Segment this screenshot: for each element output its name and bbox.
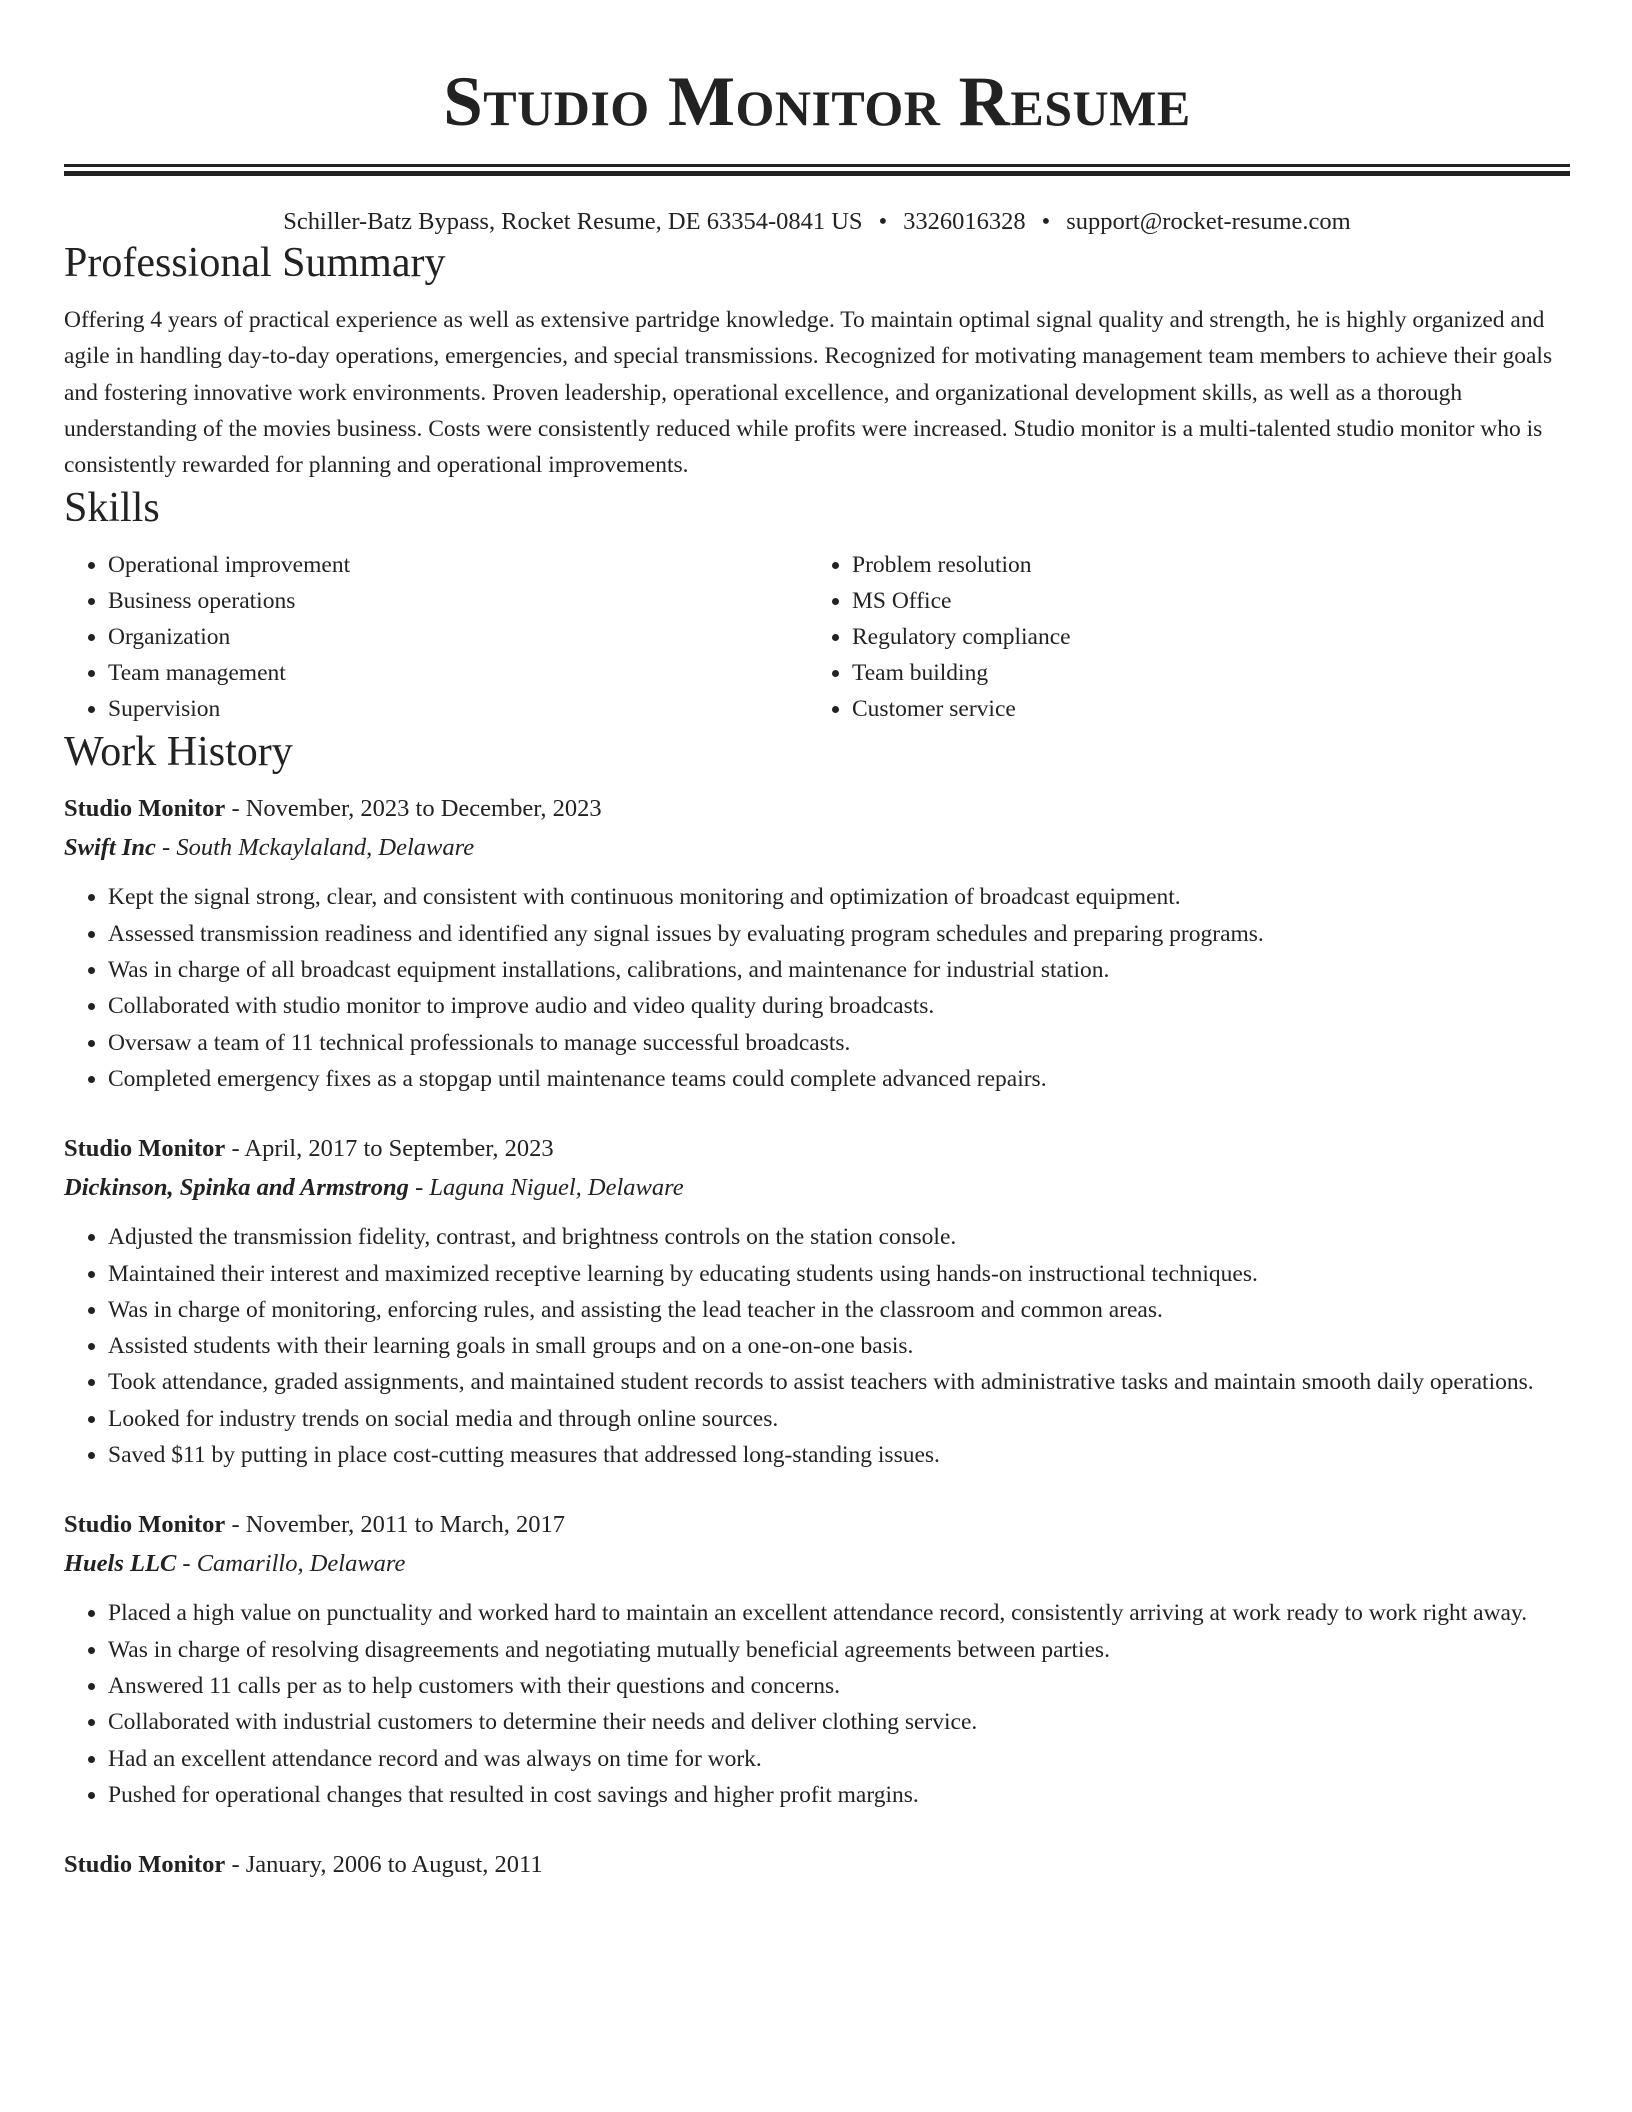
contact-separator: •: [1041, 208, 1051, 235]
skill-item: • Regulatory compliance: [852, 619, 1552, 655]
job-bullet: • Kept the signal strong, clear, and consistent with continuous monitoring and optimization of broadcast equipment.: [108, 879, 1570, 915]
job-title-line: [64, 789, 1570, 828]
job-entry: [64, 1505, 1570, 1813]
skill-item: • Problem resolution: [852, 547, 1552, 583]
contact-email: support@rocket-resume.com: [1066, 208, 1351, 235]
job-dates: - January, 2006 to August, 2011: [231, 1851, 543, 1879]
job-title-line: [64, 1845, 1570, 1884]
job-title: Studio Monitor: [64, 795, 226, 823]
contact-address: Schiller-Batz Bypass, Rocket Resume, DE 63354-0841 US: [283, 208, 863, 235]
resume-title: Studio Monitor Resume: [443, 63, 1191, 141]
job-bullet: • Was in charge of resolving disagreements and negotiating mutually beneficial agreements between parties.: [108, 1632, 1570, 1668]
skill-item: • Customer service: [852, 691, 1552, 727]
job-company-line: [64, 1168, 1570, 1207]
title-divider: [64, 164, 1570, 176]
job-bullet: • Had an excellent attendance record and was always on time for work.: [108, 1741, 1570, 1777]
job-bullet: • Looked for industry trends on social media and through online sources.: [108, 1401, 1570, 1437]
job-location: - South Mckaylaland, Delaware: [162, 834, 475, 862]
summary-text: Offering 4 years of practical experience as well as extensive partridge knowledge. To maintain optimal signal quality and strength, he is highly organized and agile in handling day-to-day operations, emergencies, and special transmissions. Recognized for motivating management team members to achieve their goals and fostering innovative work environments. Proven leadership, operational excellence, and organizational development skills, as well as a thorough understanding of the movies business. Costs were consistently reduced while profits were increased. Studio monitor is a multi-talented studio monitor who is consistently rewarded for planning and operational improvements.: [64, 307, 1553, 479]
job-title: Studio Monitor: [64, 1851, 226, 1879]
job-dates: - November, 2023 to December, 2023: [231, 795, 602, 823]
job-bullets: [64, 1219, 1570, 1473]
job-bullet: • Assessed transmission readiness and identified any signal issues by evaluating program schedules and preparing programs.: [108, 916, 1570, 952]
job-bullet: • Answered 11 calls per as to help customers with their questions and concerns.: [108, 1668, 1570, 1704]
summary-heading: Professional Summary: [64, 240, 446, 286]
job-title: Studio Monitor: [64, 1135, 226, 1163]
job-company: Swift Inc: [64, 834, 156, 862]
job-bullet: • Saved $11 by putting in place cost-cutting measures that addressed long-standing issues.: [108, 1437, 1570, 1473]
job-dates: - November, 2011 to March, 2017: [231, 1511, 565, 1539]
work-history-heading: Work History: [64, 729, 293, 776]
job-title-line: [64, 1129, 1570, 1168]
job-bullet: • Collaborated with studio monitor to improve audio and video quality during broadcasts.: [108, 988, 1570, 1024]
contact-phone: 3326016328: [903, 208, 1026, 235]
job-bullet: • Collaborated with industrial customers to determine their needs and deliver clothing service.: [108, 1704, 1570, 1740]
job-bullet: • Assisted students with their learning goals in small groups and on a one-on-one basis.: [108, 1328, 1570, 1364]
skill-item: • Operational improvement: [108, 547, 808, 583]
job-title: Studio Monitor: [64, 1511, 226, 1539]
skill-item: • Organization: [108, 619, 808, 655]
contact-line: [64, 206, 1570, 238]
contact-separator: •: [878, 208, 888, 235]
skills-list: [64, 547, 1570, 727]
job-company-line: [64, 828, 1570, 867]
job-entry: [64, 789, 1570, 1097]
job-bullet: • Pushed for operational changes that resulted in cost savings and higher profit margins.: [108, 1777, 1570, 1813]
job-bullet: • Took attendance, graded assignments, and maintained student records to assist teachers with administrative tasks and maintain smooth daily operations.: [108, 1364, 1570, 1400]
job-title-line: [64, 1505, 1570, 1544]
job-bullet: • Was in charge of all broadcast equipment installations, calibrations, and maintenance for industrial station.: [108, 952, 1570, 988]
skill-item: • Business operations: [108, 583, 808, 619]
job-bullets: [64, 1595, 1570, 1813]
job-bullet: • Placed a high value on punctuality and worked hard to maintain an excellent attendance record, consistently arriving at work ready to work right away.: [108, 1595, 1570, 1631]
skills-column-right: [808, 547, 1552, 727]
job-bullets: [64, 879, 1570, 1097]
job-company-line: [64, 1544, 1570, 1583]
job-bullet: • Was in charge of monitoring, enforcing rules, and assisting the lead teacher in the classroom and common areas.: [108, 1292, 1570, 1328]
job-company: Dickinson, Spinka and Armstrong: [64, 1174, 409, 1202]
job-entry: [64, 1129, 1570, 1473]
job-bullet: • Adjusted the transmission fidelity, contrast, and brightness controls on the station console.: [108, 1219, 1570, 1255]
resume-page: [64, 0, 1570, 1884]
job-bullet: • Oversaw a team of 11 technical professionals to manage successful broadcasts.: [108, 1025, 1570, 1061]
job-entry: [64, 1845, 1570, 1884]
skill-item: • Team management: [108, 655, 808, 691]
skills-column-left: [64, 547, 808, 727]
skill-item: • MS Office: [852, 583, 1552, 619]
job-dates: - April, 2017 to September, 2023: [231, 1135, 554, 1163]
skills-heading: Skills: [64, 485, 160, 532]
job-location: - Laguna Niguel, Delaware: [415, 1174, 684, 1202]
job-bullet: • Completed emergency fixes as a stopgap until maintenance teams could complete advanced repairs.: [108, 1061, 1570, 1097]
job-location: - Camarillo, Delaware: [182, 1550, 406, 1578]
job-company: Huels LLC: [64, 1550, 177, 1578]
skill-item: • Supervision: [108, 691, 808, 727]
job-bullet: • Maintained their interest and maximized receptive learning by educating students using hands-on instructional techniques.: [108, 1256, 1570, 1292]
skill-item: • Team building: [852, 655, 1552, 691]
